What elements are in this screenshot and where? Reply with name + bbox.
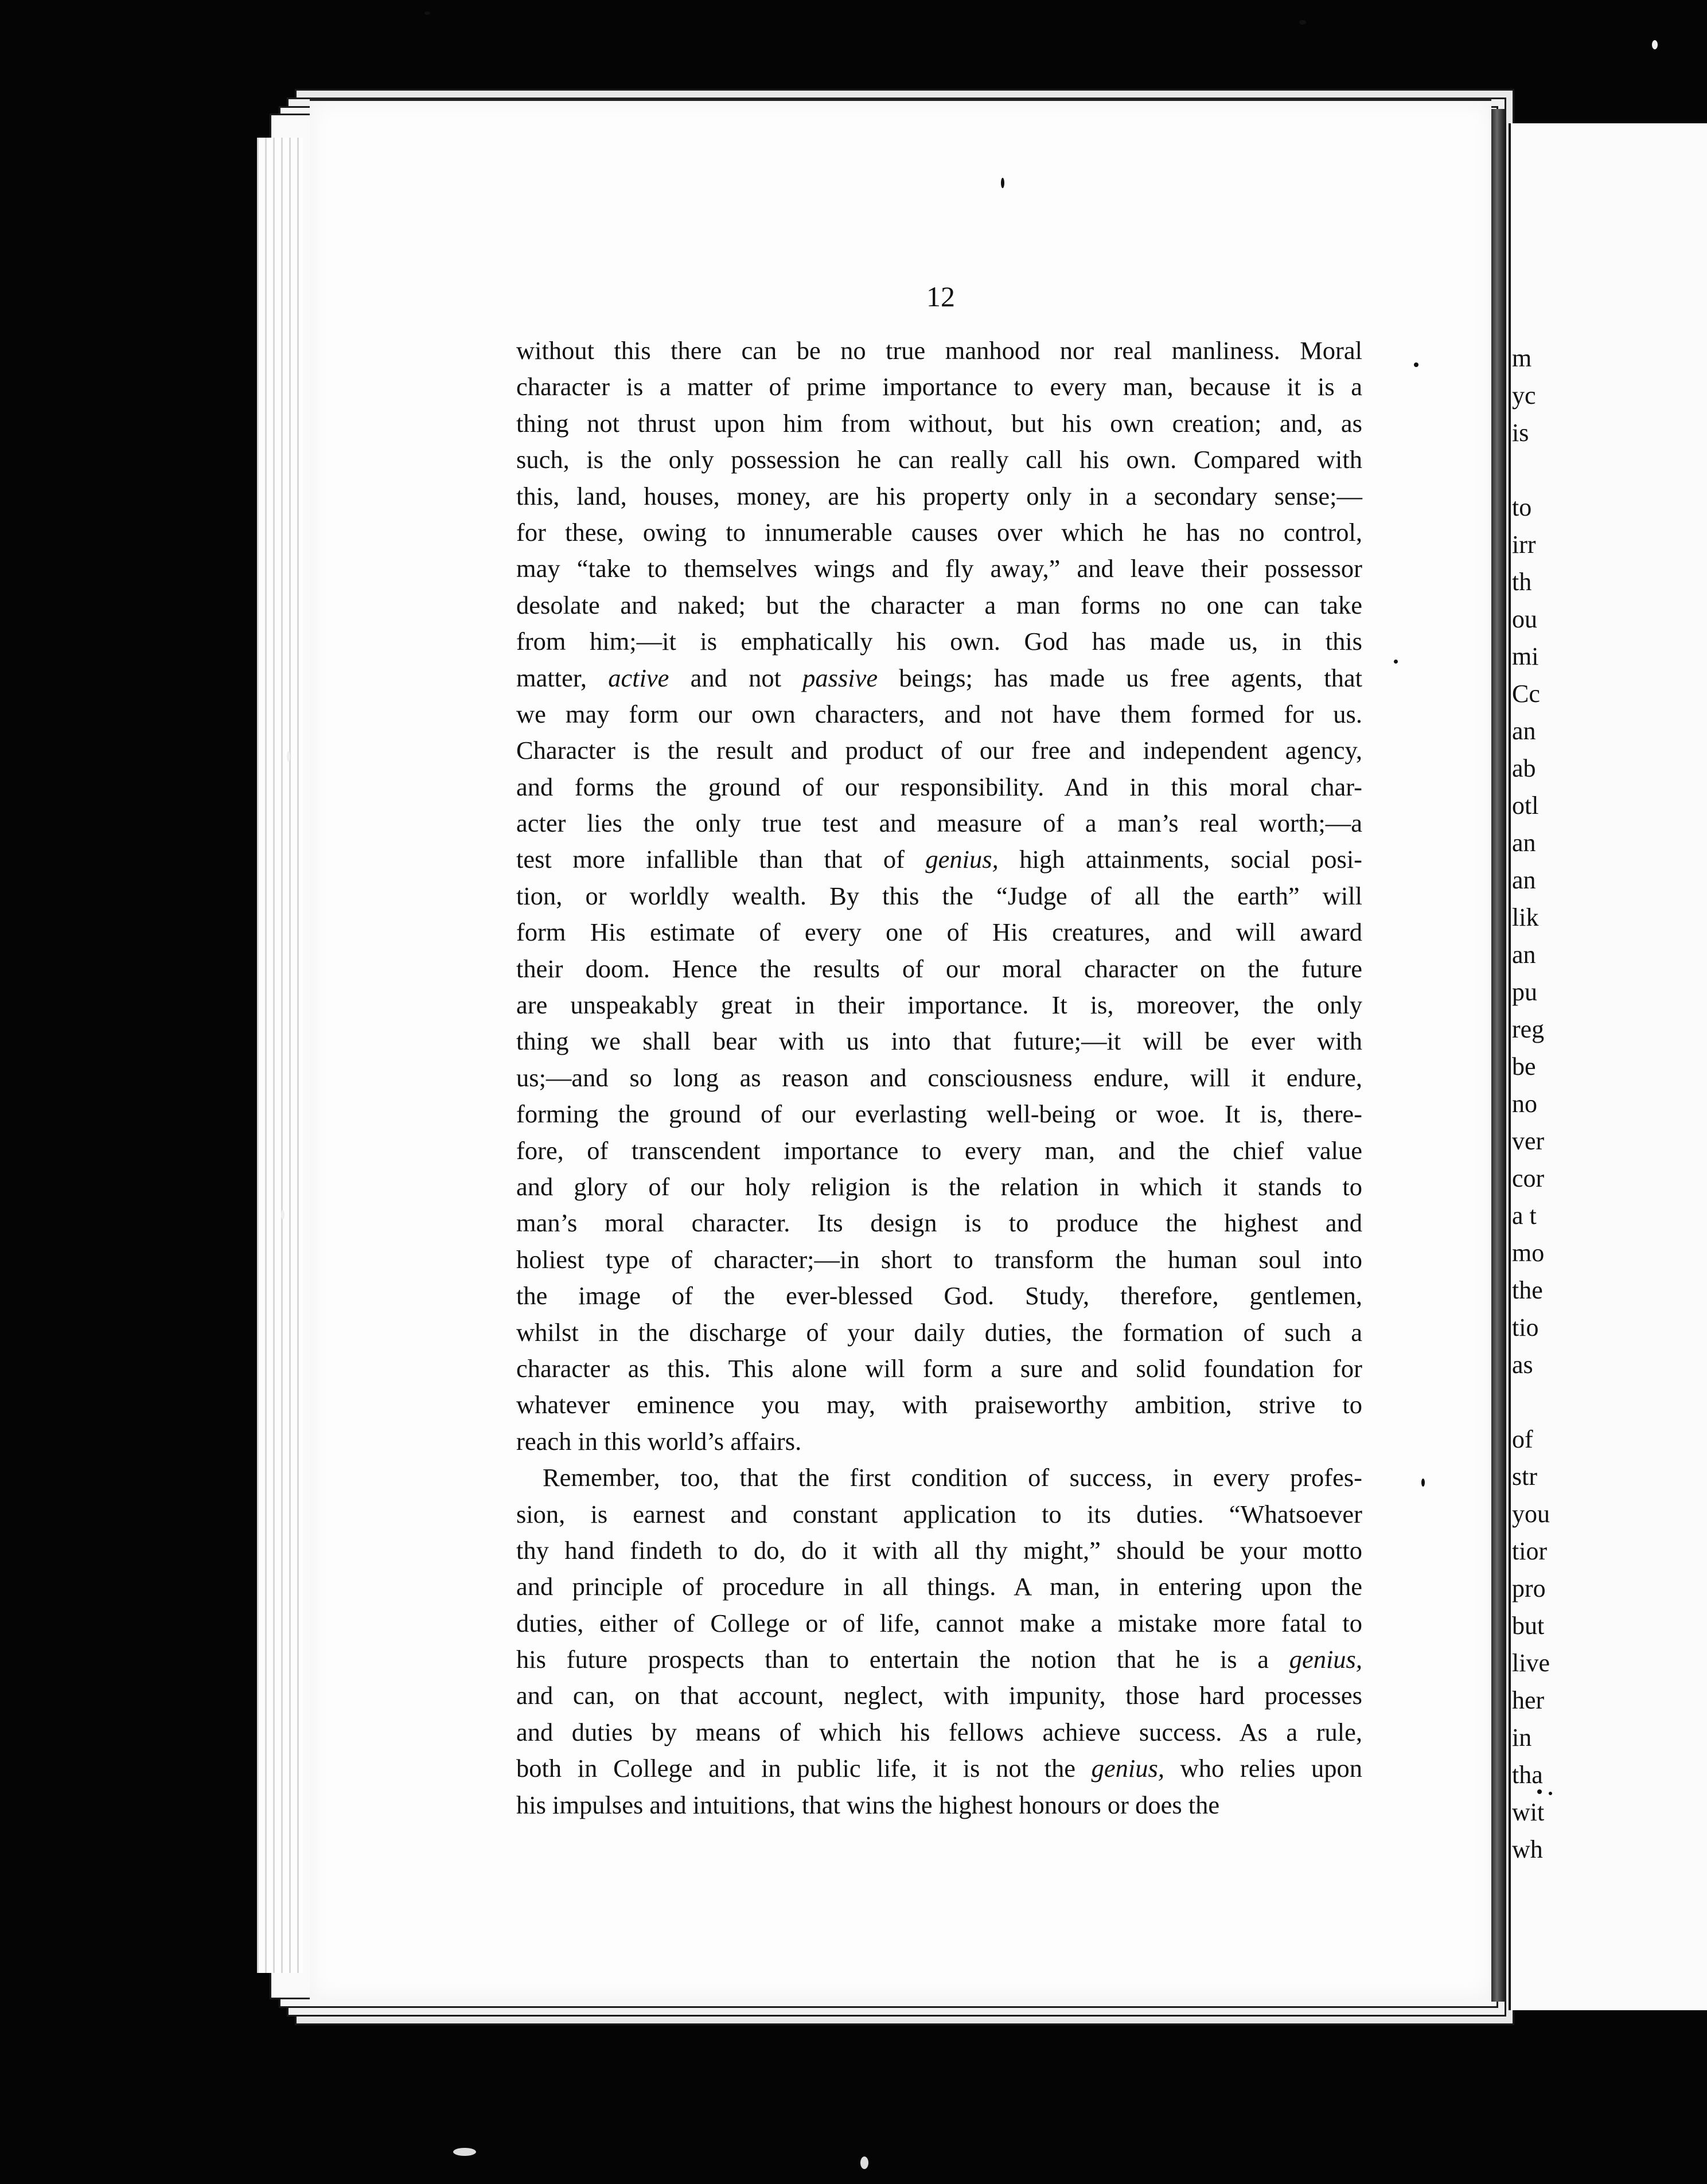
facing-page-fragment: pro (1512, 1574, 1546, 1602)
book-gutter (1491, 109, 1505, 2002)
text-line: holiest type of character;—in short to transform the human soul into (516, 1245, 1362, 1274)
facing-page-fragment: tio (1512, 1313, 1539, 1341)
scan-speck (287, 751, 290, 762)
facing-page (1509, 123, 1707, 2010)
text-line: this, land, houses, money, are his property only in a secondary sense;— (516, 481, 1362, 510)
text-line: his impulses and intuitions, that wins the highest honours or does the (516, 1790, 1220, 1819)
text-line: form His estimate of every one of His creatures, and will award (516, 918, 1362, 947)
facing-page-fragment: an (1512, 829, 1536, 857)
text-line: thing we shall bear with us into that future;—it will be ever with (516, 1027, 1362, 1056)
scan-speck (1001, 178, 1004, 188)
paragraph (516, 333, 1362, 1460)
text-line: Character is the result and product of our free and independent agency, (516, 736, 1362, 765)
facing-page-fragment: cor (1512, 1164, 1545, 1192)
text-line: man’s moral character. Its design is to produce the highest and (516, 1208, 1362, 1238)
text-line: whatever eminence you may, with praiseworthy ambition, strive to (516, 1390, 1362, 1419)
scan-speck (1394, 660, 1398, 664)
text-line: and can, on that account, neglect, with impunity, those hard processes (516, 1681, 1362, 1710)
facing-page-fragment: Cc (1512, 680, 1540, 708)
facing-page-fragment: her (1512, 1686, 1545, 1714)
scan-speck (281, 1210, 284, 1219)
text-line: and glory of our holy religion is the relation in which it stands to (516, 1172, 1362, 1201)
facing-page-fragment: tior (1512, 1537, 1548, 1565)
text-line: character is a matter of prime importance to every man, because it is a (516, 372, 1362, 401)
facing-page-fragment: to (1512, 493, 1532, 521)
facing-page-fragment: wit (1512, 1798, 1545, 1826)
facing-page-fragment: the (1512, 1276, 1543, 1304)
text-line: us;—and so long as reason and consciousness endure, will it endure, (516, 1063, 1362, 1092)
facing-page-fragment: ver (1512, 1127, 1545, 1155)
facing-page-fragment: ou (1512, 605, 1537, 633)
text-line: reach in this world’s affairs. (516, 1426, 802, 1456)
text-line: whilst in the discharge of your daily duties, the formation of such a (516, 1317, 1362, 1347)
facing-page-fragment: ab (1512, 754, 1536, 782)
facing-page-fragment: a t (1512, 1202, 1537, 1230)
scan-speck (1549, 1792, 1552, 1795)
text-line: fore, of transcendent importance to every man, and the chief value (516, 1136, 1362, 1165)
facing-page-fragment: pu (1512, 978, 1537, 1006)
facing-page-fragment: an (1512, 717, 1536, 745)
facing-page-fragment: in (1512, 1723, 1532, 1752)
facing-page-fragment: you (1512, 1500, 1550, 1528)
facing-page-fragment: yc (1512, 381, 1536, 410)
text-line: thy hand findeth to do, do it with all thy might,” should be your motto (516, 1535, 1362, 1565)
scan-speck (1652, 40, 1658, 49)
facing-page-fragment: wh (1512, 1835, 1543, 1863)
facing-page-fragment: live (1512, 1649, 1550, 1677)
scan-speck (424, 11, 430, 15)
facing-page-fragment: mi (1512, 642, 1539, 670)
text-line: without this there can be no true manhood nor real manliness. Moral (516, 336, 1362, 365)
scan-speck (1421, 1479, 1425, 1487)
facing-page-fragment: otl (1512, 791, 1539, 820)
stacked-page-edges (257, 138, 303, 1973)
facing-page-fragment: reg (1512, 1015, 1545, 1043)
facing-page-fragment: but (1512, 1612, 1545, 1640)
text-line: the image of the ever-blessed God. Study, therefore, gentlemen, (516, 1281, 1362, 1311)
facing-page-fragment: an (1512, 941, 1536, 969)
scan-speck (1299, 20, 1306, 25)
facing-page-fragment: str (1512, 1462, 1537, 1491)
facing-page-fragment: no (1512, 1090, 1537, 1118)
page-number: 12 (926, 280, 955, 313)
text-line: test more infallible than that of genius, high attainments, social posi- (516, 845, 1362, 874)
paragraph (516, 1460, 1362, 1823)
facing-page-fragment: an (1512, 866, 1536, 894)
text-line: character as this. This alone will form a sure and solid foundation for (516, 1354, 1362, 1383)
text-line: are unspeakably great in their importance. It is, moreover, the only (516, 990, 1362, 1020)
text-line: such, is the only possession he can really call his own. Compared with (516, 445, 1362, 474)
facing-page-fragment: th (1512, 568, 1532, 596)
facing-page-fragment: be (1512, 1052, 1536, 1081)
text-line: Remember, too, that the first condition of success, in every profes- (543, 1463, 1362, 1492)
text-line: forming the ground of our everlasting well-being or woe. It is, there- (516, 1099, 1362, 1129)
scan-speck (1414, 362, 1418, 367)
text-line: and forms the ground of our responsibility. And in this moral char- (516, 772, 1362, 801)
facing-page-fragment: tha (1512, 1761, 1543, 1789)
text-line: and duties by means of which his fellows achieve success. As a rule, (516, 1717, 1362, 1746)
text-line: both in College and in public life, it is not the genius, who relies upon (516, 1754, 1362, 1783)
text-line: matter, active and not passive beings; has made us free agents, that (516, 663, 1362, 692)
scan-speck (453, 2148, 476, 2156)
text-line: tion, or worldly wealth. By this the “Judge of all the earth” will (516, 881, 1362, 910)
scan-speck (860, 2156, 868, 2169)
text-line: may “take to themselves wings and fly away,” and leave their possessor (516, 554, 1362, 583)
facing-page-fragment: of (1512, 1425, 1533, 1453)
facing-page-fragment: lik (1512, 903, 1539, 931)
text-line: thing not thrust upon him from without, but his own creation; and, as (516, 408, 1362, 438)
text-line: his future prospects than to entertain the notion that he is a genius, (516, 1645, 1362, 1674)
facing-page-fragment: as (1512, 1351, 1533, 1379)
text-line: and principle of procedure in all things. A man, in entering upon the (516, 1572, 1362, 1601)
facing-page-fragment: is (1512, 419, 1529, 447)
facing-page-fragment: m (1512, 344, 1532, 372)
facing-page-fragment: mo (1512, 1239, 1545, 1267)
text-line: for these, owing to innumerable causes over which he has no control, (516, 517, 1362, 547)
scan-speck (1537, 1789, 1542, 1794)
text-line: from him;—it is emphatically his own. God has made us, in this (516, 627, 1362, 656)
text-line: desolate and naked; but the character a man forms no one can take (516, 590, 1362, 619)
body-text (516, 333, 1362, 1823)
text-line: acter lies the only true test and measure of a man’s real worth;—a (516, 809, 1362, 838)
text-line: sion, is earnest and constant application to its duties. “Whatsoever (516, 1499, 1362, 1528)
text-line: their doom. Hence the results of our moral character on the future (516, 954, 1362, 983)
facing-page-fragment: irr (1512, 531, 1536, 559)
text-line: we may form our own characters, and not have them formed for us. (516, 699, 1362, 728)
text-line: duties, either of College or of life, cannot make a mistake more fatal to (516, 1608, 1362, 1637)
